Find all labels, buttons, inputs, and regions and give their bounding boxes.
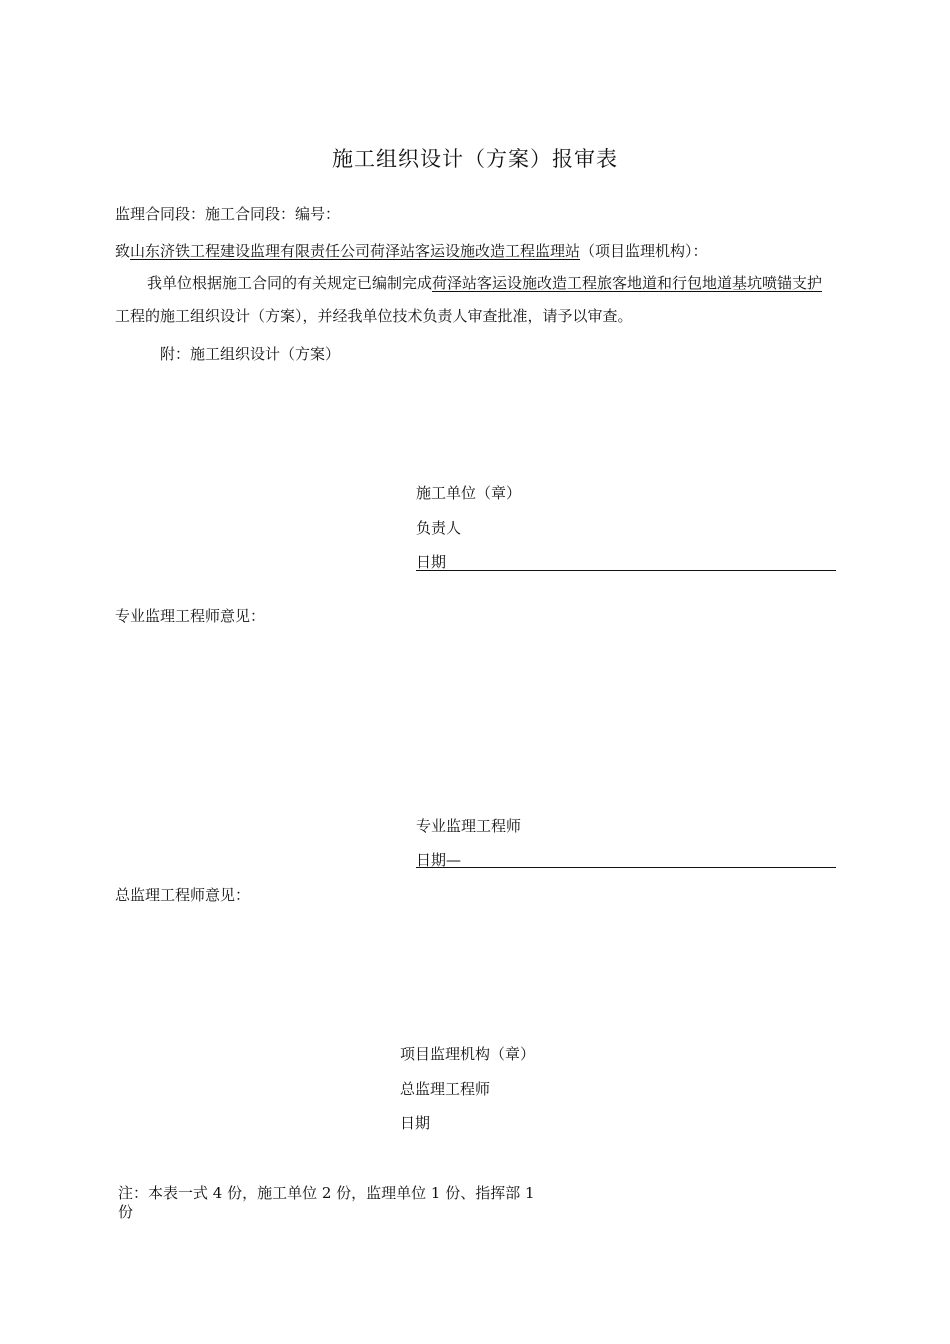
contract-header-line: 监理合同段：施工合同段：编号：: [115, 205, 341, 223]
addressee-prefix: 致: [115, 242, 131, 260]
note-line-1: 注：本表一式 4 份，施工单位 2 份，监理单位 1 份、指挥部 1: [118, 1184, 535, 1202]
chief-org-label: 项目监理机构（章）: [400, 1045, 536, 1063]
chief-opinion-label: 总监理工程师意见：: [115, 886, 251, 904]
body-part2: 工程的施工组织设计（方案），并经我单位技术负责人审查批准，请予以审查。: [115, 307, 633, 325]
addressee-org: 山东济铁工程建设监理有限责任公司荷泽站客运设施改造工程监理站: [130, 242, 581, 260]
engineer-role-label: 专业监理工程师: [416, 817, 522, 835]
addressee-suffix: （项目监理机构）：: [580, 242, 708, 260]
addressee-line: [115, 240, 708, 261]
body-paragraph: [115, 267, 835, 333]
note-line-2: 份: [118, 1203, 134, 1221]
contractor-date-underline: [416, 570, 836, 571]
contractor-unit-label: 施工单位（章）: [416, 484, 522, 502]
engineer-opinion-label: 专业监理工程师意见：: [115, 607, 266, 625]
contractor-person-label: 负责人: [416, 519, 462, 537]
contractor-date-label: 日期: [416, 553, 447, 571]
engineer-date-underline: [416, 867, 836, 868]
body-part1: 我单位根据施工合同的有关规定已编制完成: [147, 274, 433, 292]
chief-date-label: 日期: [400, 1114, 431, 1132]
chief-role-label: 总监理工程师: [400, 1080, 491, 1098]
page-title: 施工组织设计（方案）报审表: [332, 147, 618, 171]
engineer-date-label: 日期—: [416, 851, 462, 869]
attachment-line: 附：施工组织设计（方案）: [160, 345, 341, 363]
body-project-name: 荷泽站客运设施改造工程旅客地道和行包地道基坑喷锚支护: [432, 274, 823, 292]
